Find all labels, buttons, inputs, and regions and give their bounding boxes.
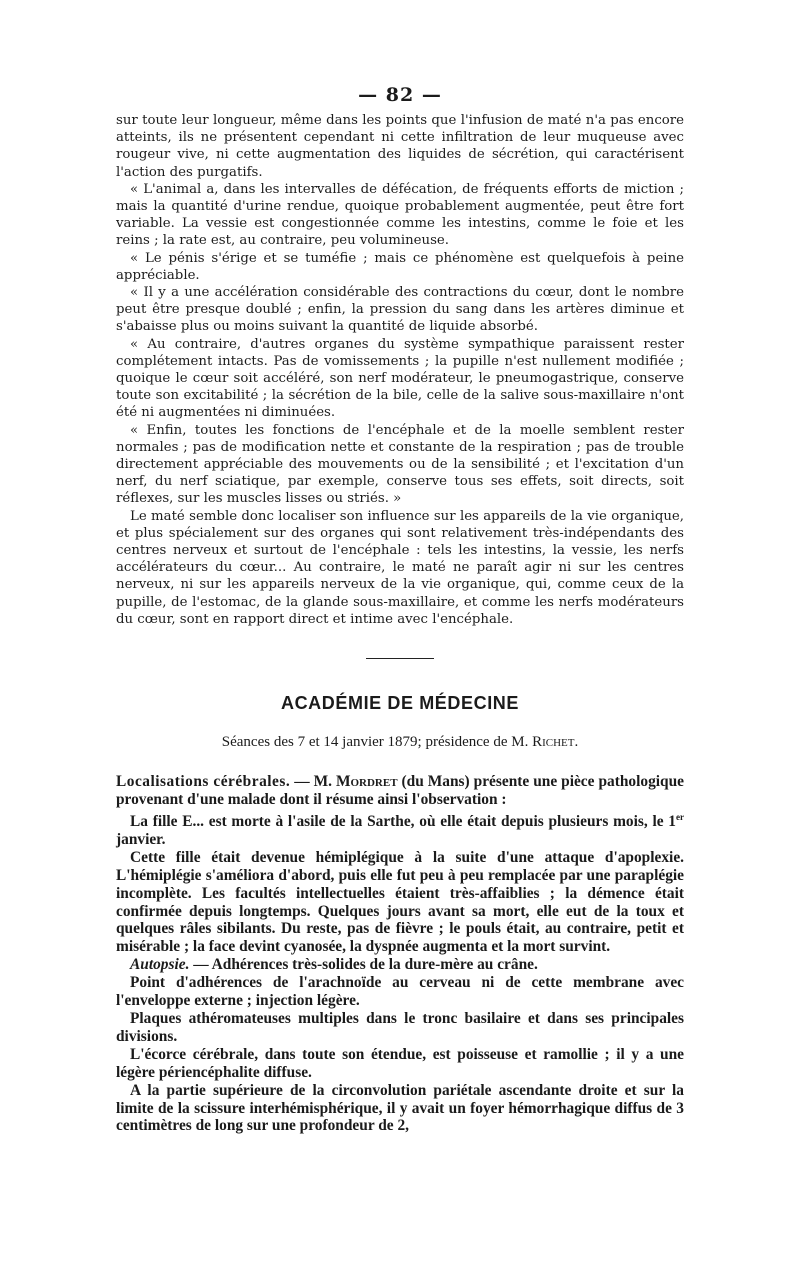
autopsie-text: — Adhérences très-solides de la dure-mère au crâne. (189, 956, 538, 974)
paragraph-death (116, 809, 684, 849)
paragraph-continuation: sur toute leur longueur, même dans les points que l'infusion de maté n'a pas encore atteints, ils ne présentent cependant ni cette infiltration de leur muqueuse avec rougeur vive, ni cette augmentation des liquides de sécrétion, qui caractérisent l'action des purgatifs. (116, 113, 684, 180)
section-divider (366, 658, 434, 659)
section-title: ACADÉMIE DE MÉDECINE (280, 693, 520, 714)
paragraph-penis: « Le pénis s'érige et se tuméfie ; mais ce phénomène est quelquefois à peine appréciable. (116, 250, 684, 283)
paragraph-foyer: A la partie supérieure de la circonvolution pariétale ascendante droite et sur la limite de la scissure interhémisphérique, il y avait un foyer hémorrhagique diffus de 3 centimètres de long sur une profondeur de 2, (116, 1081, 684, 1135)
session-line (116, 734, 684, 751)
president-name: Richet (532, 734, 575, 751)
document-page (116, 84, 684, 1135)
session-suffix: . (574, 734, 579, 751)
article-heading: Localisations cérébrales. (116, 773, 291, 791)
paragraph-autopsie (116, 956, 684, 974)
paragraph-arachnoide: Point d'adhérences de l'arachnoïde au cerveau ni de cette membrane avec l'enveloppe externe ; injection légère. (116, 974, 684, 1010)
death-text: La fille E... est morte à l'asile de la Sarthe, où elle était depuis plusieurs mois, le 1 (130, 813, 676, 831)
session-prefix: Séances des 7 et 14 janvier 1879; présidence de M. (221, 734, 533, 751)
death-text-end: janvier. (116, 830, 166, 848)
intro-rest: (du Mans) présente une pièce pathologique provenant d'une malade dont il résume ainsi l'observation : (116, 773, 684, 808)
author-name: Mordret (335, 773, 398, 791)
ordinal-superscript: er (676, 811, 684, 822)
autopsie-label: Autopsie. (130, 956, 190, 974)
top-text-block (116, 112, 684, 628)
paragraph-sympathique: « Au contraire, d'autres organes du système sympathique paraissent rester complétement intacts. Pas de vomissements ; la pupille n'est nullement modifiée ; quoique le cœur soit accéléré, son nerf modérateur, le pneumogastrique, conserve toute son excitabilité ; la sécrétion de la bile, celle de la salive sous-maxillaire n'ont été ni augmentées ni diminuées. (116, 336, 684, 421)
paragraph-encephale: « Enfin, toutes les fonctions de l'encéphale et de la moelle semblent rester normales ; pas de modification nette et constante de la respiration ; pas de trouble directement appréciable des mouvements ou de la sensibilité ; et l'excitation d'un nerf, du nerf sciatique, par exemple, conserve tous ses effets, soit directs, soit réflexes, sur les muscles lisses ou striés. » (116, 422, 684, 507)
paragraph-coeur: « Il y a une accélération considérable des contractions du cœur, dont le nombre peut être presque doublé ; enfin, la pression du sang dans les artères diminue et s'abaisse plus ou moins suivant la quantité de liquide absorbé. (116, 285, 684, 335)
article-block (116, 773, 684, 1135)
paragraph-plaques: Plaques athéromateuses multiples dans le tronc basilaire et dans ses principales divisions. (116, 1010, 684, 1045)
paragraph-miction: « L'animal a, dans les intervalles de défécation, de fréquents efforts de miction ; mais la quantité d'urine rendue, quoique probablement augmentée, peut être fort variable. La vessie est congestionnée comme les intestins, comme le foie et les reins ; la rate est, au contraire, peu volumineuse. (116, 181, 684, 249)
paragraph-ecorce: L'écorce cérébrale, dans toute son étendue, est poisseuse et ramollie ; il y a une légère périencéphalite diffuse. (116, 1045, 684, 1081)
page-number: — 82 — (358, 84, 442, 106)
article-intro (116, 773, 684, 809)
intro-dash: — M. (290, 773, 336, 791)
paragraph-history: Cette fille était devenue hémiplégique à la suite d'une attaque d'apoplexie. L'hémiplégie s'améliora d'abord, puis elle fut peu à peu remplacée par une paraplégie incomplète. Les facultés intellectuelles étaient très-affaiblies ; la démence était confirmée depuis longtemps. Quelques jours avant sa mort, elle eut de la toux et quelques râles sibilants. Du reste, pas de fièvre ; le pouls était, au contraire, petit et misérable ; la face devint cyanosée, la dyspnée augmenta et la mort survint. (116, 848, 684, 956)
paragraph-conclusion: Le maté semble donc localiser son influence sur les appareils de la vie organique, et plus spécialement sur des organes qui sont relativement très-indépendants des centres nerveux et surtout de l'encéphale : tels les intestins, la vessie, les nerfs accélérateurs du cœur... Au contraire, le maté ne paraît agir ni sur les centres nerveux, ni sur les appareils nerveux de la vie organique, qui, comme ceux de la pupille, de l'estomac, de la glande sous-maxillaire, et comme les nerfs modérateurs du cœur, sont en rapport direct et intime avec l'encéphale. (116, 508, 684, 627)
